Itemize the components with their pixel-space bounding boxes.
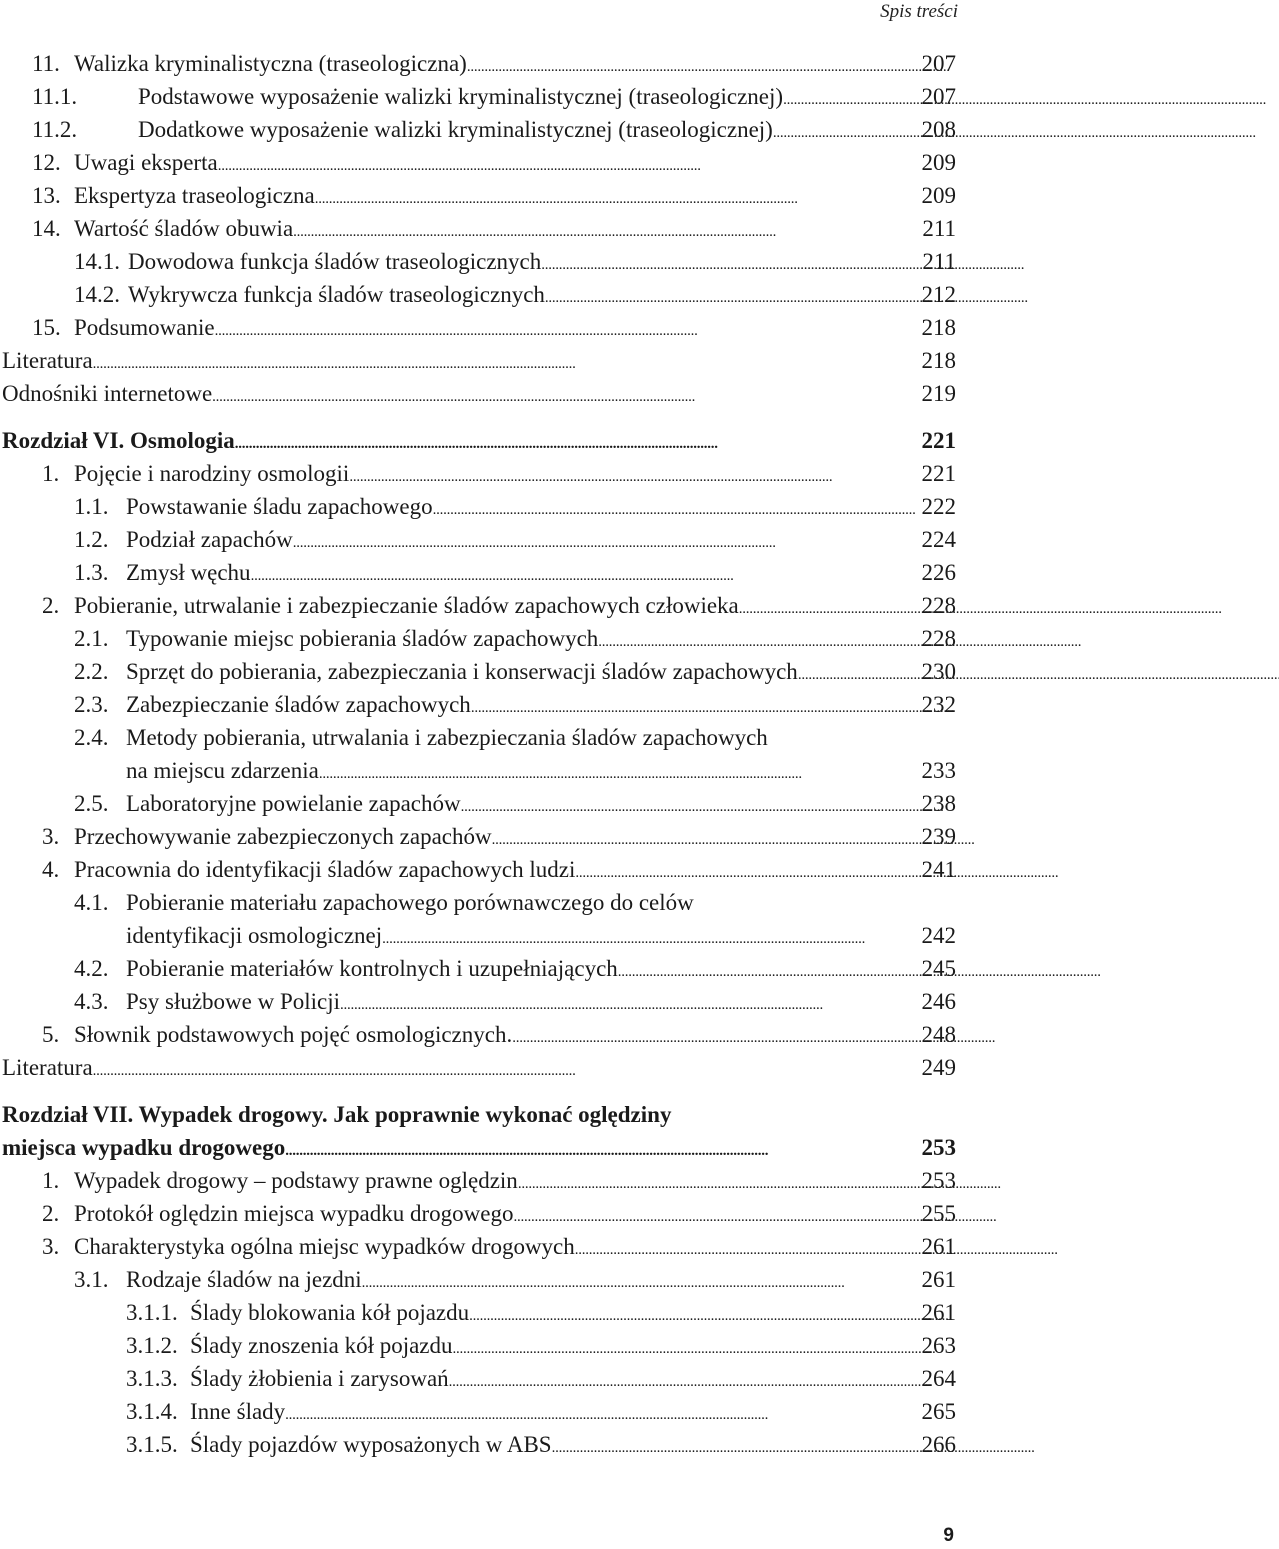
toc-entry-page: 255 — [921, 1201, 956, 1226]
toc-entry-page: 221 — [921, 461, 956, 486]
toc-entry-title: Typowanie miejsc pobierania śladów zapachowych — [126, 626, 599, 651]
toc-entry-number: 3. — [42, 1234, 60, 1259]
toc-entry-title: Pobieranie, utrwalanie i zabezpieczanie śladów zapachowych człowieka — [74, 593, 739, 618]
toc-entry-title: Pobieranie materiałów kontrolnych i uzupełniających — [126, 956, 618, 981]
toc-entry-page: 241 — [921, 857, 956, 882]
toc-entry[interactable] — [2, 1018, 956, 1051]
toc-entry-number: 3. — [42, 824, 60, 849]
toc-entry[interactable] — [2, 1230, 956, 1263]
toc-entry-leader — [362, 1263, 920, 1300]
page-number: 9 — [943, 1525, 954, 1546]
toc-entry-leader — [349, 457, 919, 494]
toc-entry[interactable] — [2, 1362, 956, 1395]
toc-entry-title: Laboratoryjne powielanie zapachów — [126, 791, 461, 816]
toc-entry-title: Wykrywcza funkcja śladów traseologicznych — [128, 282, 545, 307]
toc-entry-number: 11. — [32, 51, 60, 76]
toc-entry-page: 224 — [921, 527, 956, 552]
toc-entry[interactable] — [2, 688, 956, 721]
toc-entry-page: 209 — [921, 183, 956, 208]
toc-entry-leader — [492, 820, 920, 857]
toc-entry-leader — [469, 1296, 919, 1333]
toc-entry-number: 4.3. — [74, 989, 109, 1014]
toc-entry-number: 4.1. — [74, 890, 109, 915]
toc-entry-title: Rozdział VII. Wypadek drogowy. Jak poprawnie wykonać oględziny — [2, 1102, 672, 1127]
toc-entry-title: Słownik podstawowych pojęć osmologicznych. — [74, 1022, 513, 1047]
toc-entry-number: 2.4. — [74, 725, 109, 750]
toc-entry-leader — [739, 589, 920, 626]
toc-entry[interactable] — [2, 377, 956, 410]
toc-entry-number: 3.1.5. — [126, 1432, 178, 1457]
toc-entry-leader — [471, 688, 920, 725]
toc-entry-leader — [798, 655, 920, 692]
toc-entry-page: 208 — [921, 117, 956, 142]
toc-entry-leader — [518, 1164, 920, 1201]
toc-entry-number: 12. — [32, 150, 61, 175]
toc-entry-title: Podstawowe wyposażenie walizki kryminalistycznej (traseologicznej) — [138, 84, 784, 109]
toc-entry-number: 2. — [42, 1201, 60, 1226]
toc-entry-page: 222 — [921, 494, 956, 519]
toc-entry[interactable] — [2, 853, 956, 886]
toc-entry[interactable] — [2, 1051, 956, 1084]
toc-entry-title: Ślady żłobienia i zarysowań — [190, 1366, 449, 1391]
toc-entry-leader — [93, 1051, 920, 1088]
toc-entry-page: 242 — [921, 923, 956, 948]
toc-entry-page: 253 — [921, 1168, 956, 1193]
toc-entry-page: 218 — [921, 348, 956, 373]
toc-entry[interactable] — [2, 820, 956, 853]
toc-entry-leader — [598, 622, 919, 659]
toc-entry-page: 239 — [921, 824, 956, 849]
toc-entry-page: 228 — [921, 626, 956, 651]
toc-entry[interactable] — [2, 311, 956, 344]
toc-entry-title-continued: identyfikacji osmologicznej — [126, 923, 383, 948]
toc-entry[interactable] — [2, 589, 956, 622]
toc-entry-title: Charakterystyka ogólna miejsc wypadków drogowych — [74, 1234, 575, 1259]
toc-entry-page: 209 — [921, 150, 956, 175]
toc-entry-leader — [215, 311, 920, 348]
toc-entry-leader — [315, 179, 920, 216]
toc-entry-page: 238 — [921, 791, 956, 816]
toc-entry-number: 4.2. — [74, 956, 109, 981]
toc-entry-leader — [618, 952, 920, 989]
toc-entry-leader — [512, 1018, 919, 1055]
toc-entry-title: Wypadek drogowy – podstawy prawne oględzin — [74, 1168, 518, 1193]
toc-entry-page: 246 — [921, 989, 956, 1014]
toc-entry[interactable] — [2, 457, 956, 490]
toc-entry-leader — [449, 1362, 920, 1399]
toc-entry-leader — [218, 146, 920, 183]
toc-entry-number: 2.5. — [74, 791, 109, 816]
toc-entry-title: Podział zapachów — [126, 527, 293, 552]
toc-entry-title-continued: miejsca wypadku drogowego — [2, 1135, 286, 1160]
toc-entry-title: Literatura — [2, 1055, 93, 1080]
toc-entry-page: 207 — [921, 51, 956, 76]
toc-entry-page: 232 — [921, 692, 956, 717]
toc-entry-page: 245 — [921, 956, 956, 981]
toc-entry-leader — [467, 47, 920, 84]
toc-entry-page: 207 — [921, 84, 956, 109]
toc-entry-leader — [251, 556, 920, 593]
toc-entry[interactable] — [2, 622, 956, 655]
toc-entry-title: Ślady znoszenia kół pojazdu — [190, 1333, 453, 1358]
toc-entry-number: 14. — [32, 216, 61, 241]
toc-entry-number: 2.2. — [74, 659, 109, 684]
toc-entry[interactable] — [2, 787, 956, 820]
toc-entry-title: Ślady blokowania kół pojazdu — [190, 1300, 470, 1325]
toc-entry-leader — [285, 1131, 919, 1168]
toc-entry-number: 3.1. — [74, 1267, 109, 1292]
toc-entry-title: Inne ślady — [190, 1399, 286, 1424]
toc-entry-leader — [340, 985, 919, 1022]
toc-entry-leader — [382, 919, 919, 956]
toc-entry-title: Przechowywanie zabezpieczonych zapachów — [74, 824, 492, 849]
toc-entry-title: Pojęcie i narodziny osmologii — [74, 461, 350, 486]
toc-entry-leader — [319, 754, 920, 791]
toc-entry-title: Odnośniki internetowe — [2, 381, 213, 406]
table-of-contents — [2, 47, 956, 1461]
toc-entry-number: 3.1.2. — [126, 1333, 178, 1358]
toc-entry[interactable] — [2, 655, 956, 688]
toc-entry-leader — [575, 853, 919, 890]
toc-entry[interactable] — [2, 523, 956, 556]
toc-entry-title: Rozdział VI. Osmologia — [2, 428, 235, 453]
toc-entry[interactable] — [2, 952, 956, 985]
toc-entry-page: 261 — [921, 1300, 956, 1325]
toc-entry[interactable] — [2, 985, 956, 1018]
toc-entry-number: 2. — [42, 593, 60, 618]
toc-entry-leader — [293, 523, 920, 560]
toc-entry-leader — [541, 245, 920, 282]
toc-entry-page: 211 — [922, 216, 956, 241]
toc-entry[interactable] — [2, 1164, 956, 1197]
toc-entry-number: 1. — [42, 1168, 60, 1193]
toc-entry-page: 265 — [921, 1399, 956, 1424]
toc-entry-number: 15. — [32, 315, 61, 340]
toc-entry-title: Dowodowa funkcja śladów traseologicznych — [128, 249, 542, 274]
toc-entry-number: 1. — [42, 461, 60, 486]
toc-entry-leader — [93, 344, 920, 381]
toc-entry-title: Rodzaje śladów na jezdni — [126, 1267, 362, 1292]
toc-entry-number: 2.3. — [74, 692, 109, 717]
toc-entry-page: 212 — [921, 282, 956, 307]
toc-entry-title: Uwagi eksperta — [74, 150, 218, 175]
toc-entry-page: 248 — [921, 1022, 956, 1047]
toc-entry-page: 226 — [921, 560, 956, 585]
toc-entry-number: 1.1. — [74, 494, 109, 519]
toc-entry-page: 261 — [921, 1234, 956, 1259]
toc-entry-title: Walizka kryminalistyczna (traseologiczna) — [74, 51, 467, 76]
toc-entry[interactable] — [2, 344, 956, 377]
toc-entry-page: 253 — [921, 1135, 956, 1160]
toc-entry-title: Ślady pojazdów wyposażonych w ABS — [190, 1432, 552, 1457]
toc-entry-number: 5. — [42, 1022, 60, 1047]
toc-entry-number: 4. — [42, 857, 60, 882]
toc-entry[interactable] — [2, 146, 956, 179]
toc-entry-title: Metody pobierania, utrwalania i zabezpieczania śladów zapachowych — [126, 725, 768, 750]
toc-entry[interactable] — [2, 113, 956, 146]
toc-entry[interactable] — [2, 80, 956, 113]
toc-entry-leader — [285, 1395, 919, 1432]
toc-entry-number: 14.2. — [74, 282, 120, 307]
toc-entry-title: Ekspertyza traseologiczna — [74, 183, 315, 208]
toc-entry-title: Protokół oględzin miejsca wypadku drogowego — [74, 1201, 514, 1226]
toc-entry[interactable] — [2, 721, 956, 787]
toc-entry-title: Podsumowanie — [74, 315, 215, 340]
toc-entry[interactable] — [2, 490, 956, 523]
toc-entry-title: Zmysł węchu — [126, 560, 251, 585]
toc-entry-page: 218 — [921, 315, 956, 340]
toc-entry-number: 2.1. — [74, 626, 109, 651]
toc-entry-leader — [433, 490, 920, 527]
toc-entry-page: 266 — [921, 1432, 956, 1457]
toc-entry-leader — [773, 113, 920, 150]
toc-entry-title: Wartość śladów obuwia — [74, 216, 294, 241]
toc-entry[interactable] — [2, 1197, 956, 1230]
toc-entry-leader — [212, 377, 919, 414]
toc-entry-page: 263 — [921, 1333, 956, 1358]
toc-entry-title: Dodatkowe wyposażenie walizki kryminalistycznej (traseologicznej) — [138, 117, 773, 142]
toc-entry-title: Pobieranie materiału zapachowego porównawczego do celów — [126, 890, 694, 915]
toc-entry-page: 221 — [921, 428, 956, 453]
toc-entry[interactable] — [2, 47, 956, 80]
toc-entry-page: 264 — [921, 1366, 956, 1391]
toc-entry-leader — [461, 787, 920, 824]
toc-entry[interactable] — [2, 179, 956, 212]
toc-entry[interactable] — [2, 556, 956, 589]
toc-entry-title: Literatura — [2, 348, 93, 373]
toc-entry-number: 14.1. — [74, 249, 120, 274]
toc-entry[interactable] — [2, 424, 956, 457]
toc-entry-page: 230 — [921, 659, 956, 684]
toc-entry[interactable] — [2, 1098, 956, 1164]
toc-entry-page: 228 — [921, 593, 956, 618]
toc-entry-title: Pracownia do identyfikacji śladów zapachowych ludzi — [74, 857, 576, 882]
toc-entry-title: Psy służbowe w Policji — [126, 989, 341, 1014]
toc-entry-page: 249 — [921, 1055, 956, 1080]
toc-entry-page: 219 — [921, 381, 956, 406]
toc-entry-title: Zabezpieczanie śladów zapachowych — [126, 692, 471, 717]
toc-entry[interactable] — [2, 1263, 956, 1296]
toc-entry[interactable] — [2, 1329, 956, 1362]
toc-entry[interactable] — [2, 212, 956, 245]
toc-entry-number: 13. — [32, 183, 61, 208]
toc-entry-leader — [783, 80, 919, 117]
toc-entry-leader — [235, 424, 920, 461]
toc-entry-number: 1.3. — [74, 560, 109, 585]
toc-entry-title: Powstawanie śladu zapachowego — [126, 494, 433, 519]
toc-entry[interactable] — [2, 1428, 956, 1461]
toc-entry-number: 1.2. — [74, 527, 109, 552]
toc-entry-page: 211 — [922, 249, 956, 274]
toc-entry-page: 233 — [921, 758, 956, 783]
toc-entry-number: 3.1.1. — [126, 1300, 178, 1325]
toc-entry-leader — [552, 1428, 920, 1465]
toc-entry-leader — [293, 212, 920, 249]
toc-entry-leader — [453, 1329, 920, 1366]
toc-entry-number: 11.2. — [32, 117, 78, 142]
running-header: Spis treści — [880, 1, 958, 22]
toc-entry-number: 3.1.3. — [126, 1366, 178, 1391]
toc-entry-title: Sprzęt do pobierania, zabezpieczania i konserwacji śladów zapachowych — [126, 659, 798, 684]
toc-entry-leader — [545, 278, 920, 315]
toc-entry-leader — [513, 1197, 919, 1234]
toc-entry-number: 3.1.4. — [126, 1399, 178, 1424]
toc-entry[interactable] — [2, 1296, 956, 1329]
toc-entry[interactable] — [2, 1395, 956, 1428]
toc-entry-number: 11.1. — [32, 84, 78, 109]
toc-entry-page: 261 — [921, 1267, 956, 1292]
toc-entry[interactable] — [2, 245, 956, 278]
toc-entry-title-continued: na miejscu zdarzenia — [126, 758, 319, 783]
toc-entry-leader — [575, 1230, 920, 1267]
toc-entry[interactable] — [2, 886, 956, 952]
toc-entry[interactable] — [2, 278, 956, 311]
